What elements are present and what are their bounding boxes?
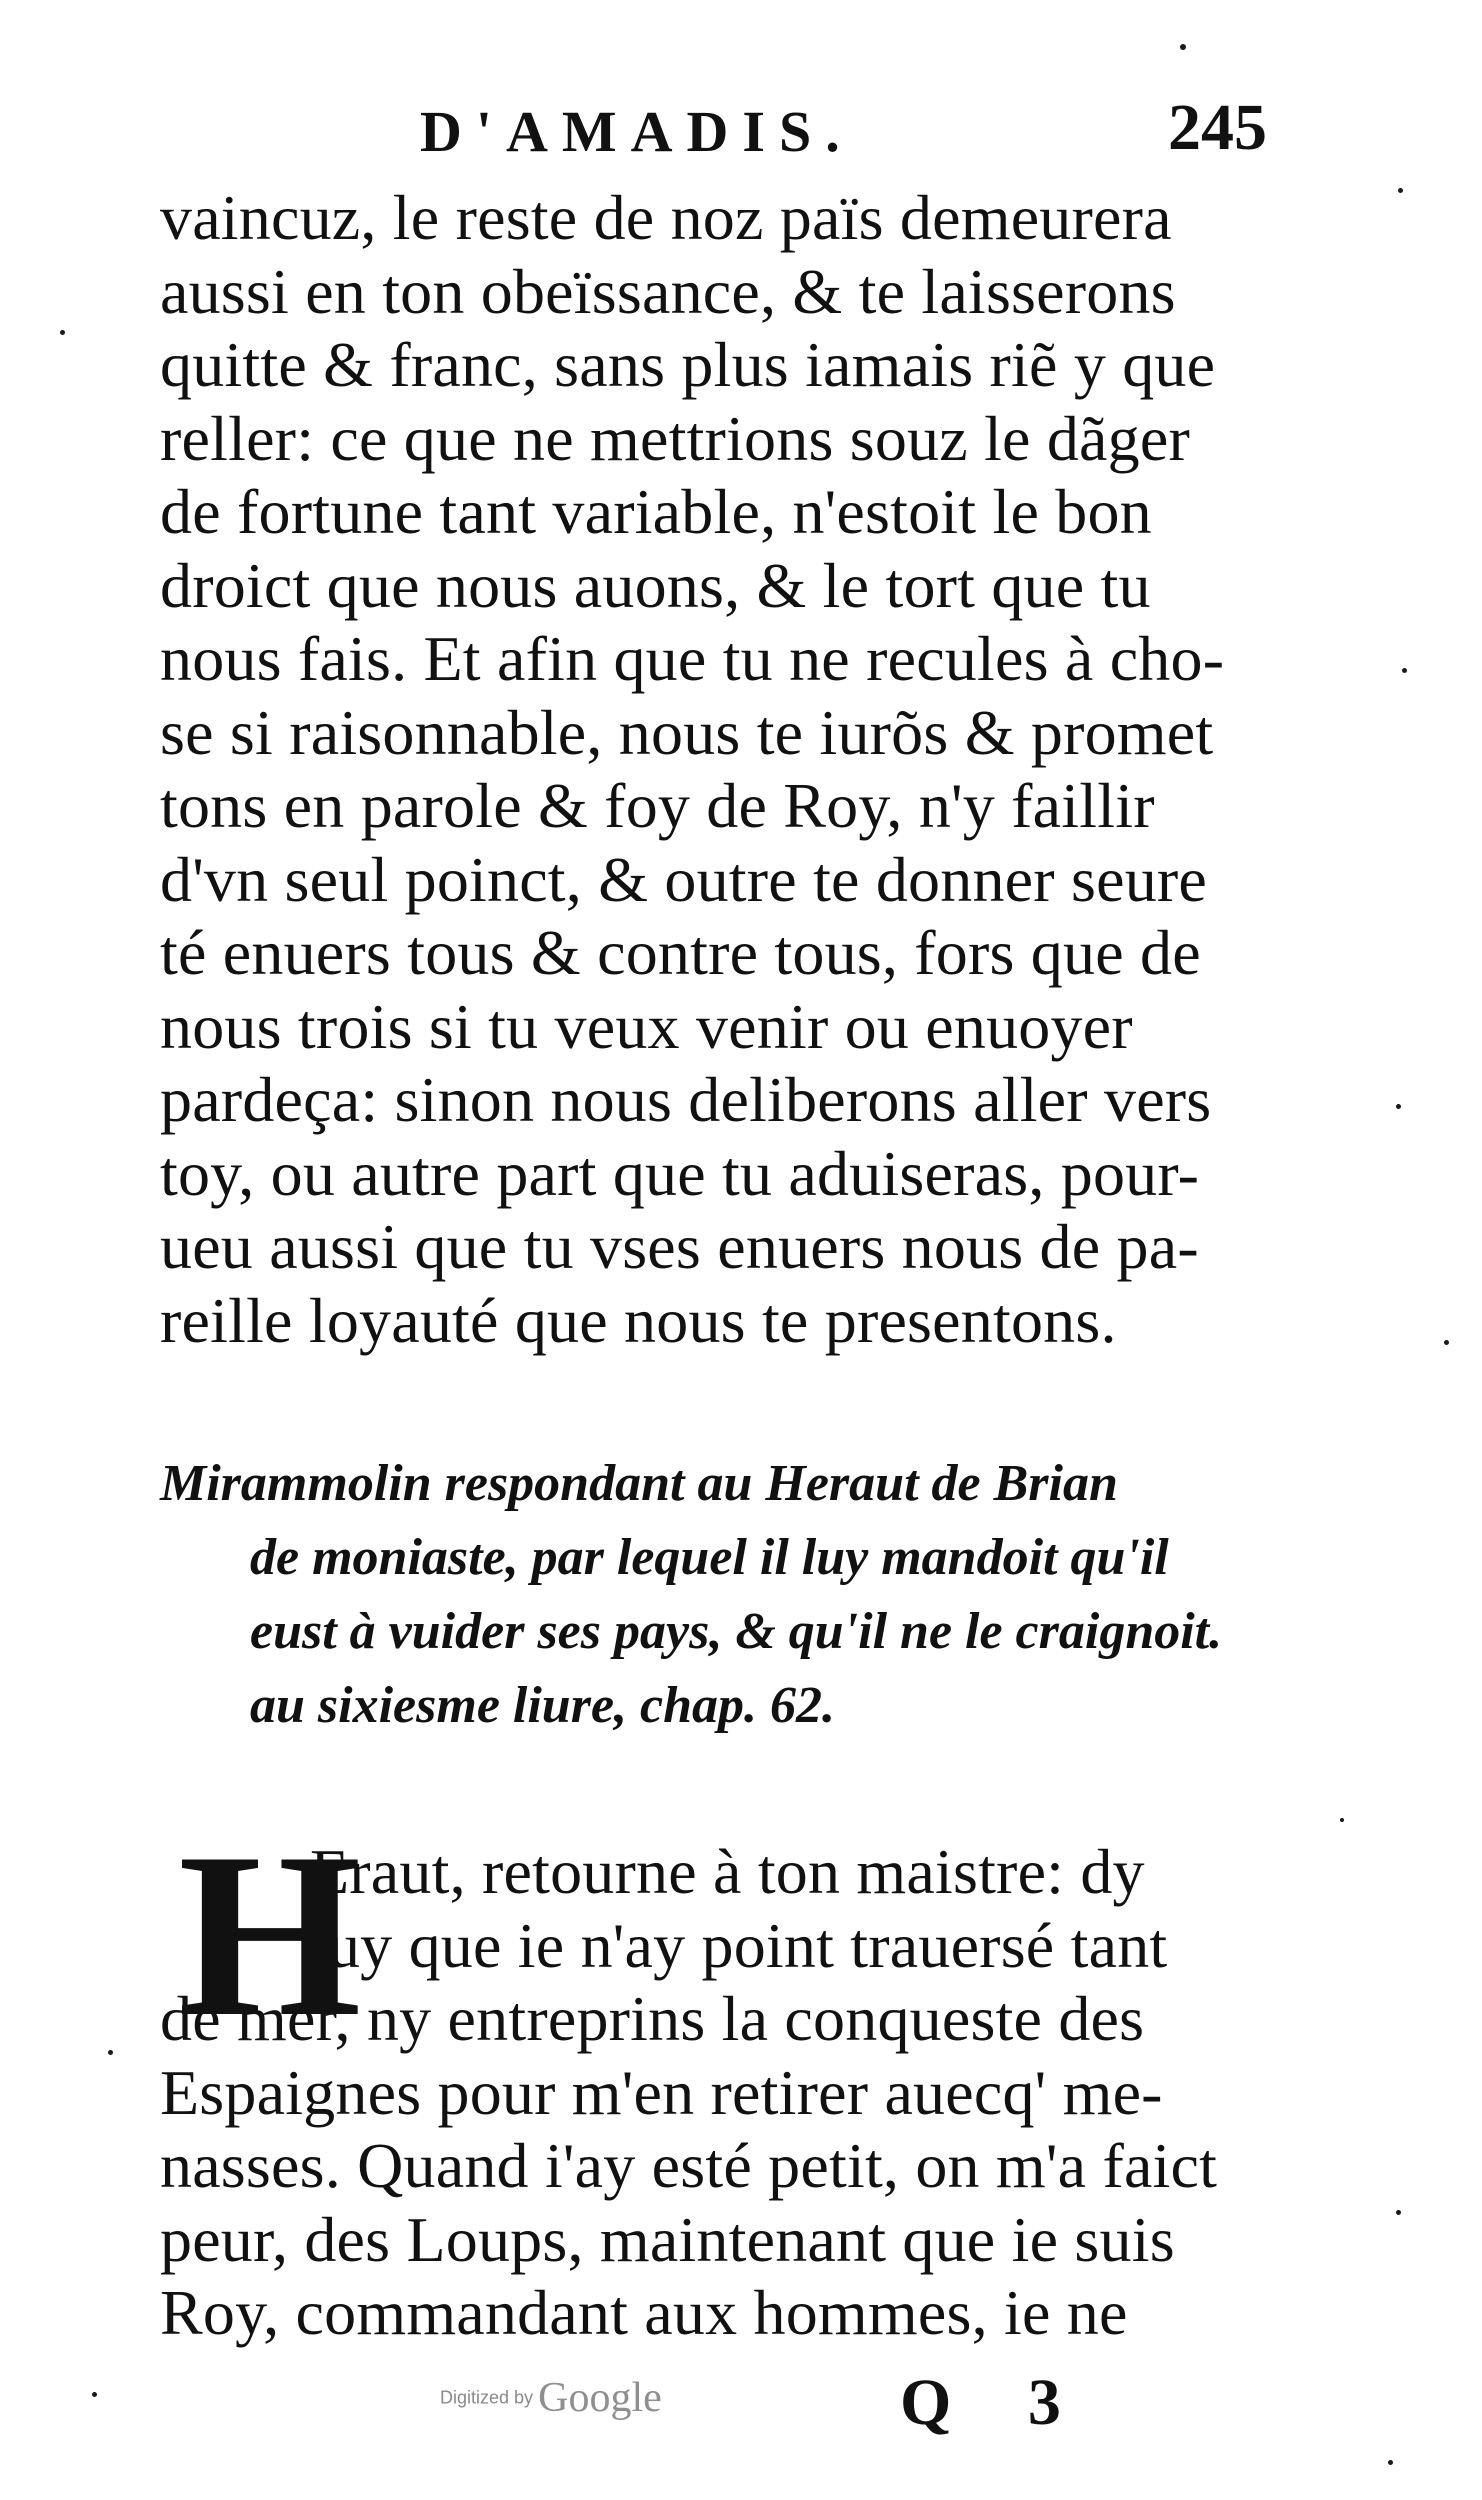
drop-cap: H — [178, 1805, 362, 2066]
scan-speck — [1396, 2210, 1401, 2215]
text-line: ueu aussi que tu vses enuers nous de pa- — [160, 1211, 1199, 1282]
text-line: d'vn seul poinct, & outre te donner seure — [160, 843, 1208, 915]
scan-speck — [1180, 44, 1186, 50]
text-line: reller: ce que ne mettrions souz le dãger — [160, 402, 1190, 474]
scan-speck — [60, 330, 65, 335]
scan-speck — [92, 2392, 97, 2397]
signature-mark: Q 3 — [900, 2366, 1091, 2439]
scan-speck — [1402, 668, 1407, 673]
text-line: té enuers tous & contre tous, fors que de — [160, 917, 1201, 988]
digitization-watermark — [440, 2374, 662, 2422]
text-line: aussi en ton obeïssance, & te laisserons — [160, 255, 1176, 327]
text-line: pardeça: sinon nous deliberons aller vers — [160, 1064, 1212, 1135]
second-passage — [160, 1836, 1350, 2355]
watermark-prefix: Digitized by — [440, 2387, 534, 2408]
text-line: quitte & franc, sans plus iamais riẽ y que — [160, 329, 1216, 400]
text-line: vaincuz, le reste de noz païs demeurera — [160, 182, 1172, 253]
text-line: Roy, commandant aux hommes, ie ne — [160, 2277, 1128, 2348]
page-number: 245 — [1168, 91, 1267, 164]
text-line: se si raisonnable, nous te iurõs & promet — [160, 696, 1214, 768]
scan-speck — [1396, 1104, 1401, 1109]
google-logo: Google — [538, 2375, 662, 2421]
text-line: de mer, ny entreprins la conqueste des — [160, 1983, 1145, 2054]
rubric-line: Mirammolin respondant au Heraut de Brian — [160, 1455, 1118, 1512]
text-line: toy, ou autre part que tu aduiseras, pour- — [160, 1137, 1200, 1209]
text-line: nasses. Quand i'ay esté petit, on m'a faict — [160, 2130, 1218, 2201]
rubric-line: au sixiesme liure, chap. 62. — [250, 1677, 836, 1734]
text-line: nous fais. Et afin que tu ne recules à cho- — [160, 623, 1225, 694]
text-line: nous trois si tu veux venir ou enuoyer — [160, 990, 1133, 1062]
chapter-rubric — [160, 1455, 1360, 1754]
scan-speck — [1388, 2460, 1393, 2465]
scan-speck — [108, 2050, 113, 2055]
text-line: peur, des Loups, maintenant que ie suis — [160, 2203, 1175, 2275]
text-line: Espaignes pour m'en retirer auecq' me- — [160, 2056, 1163, 2128]
first-passage — [160, 182, 1350, 1362]
text-line: tons en parole & foy de Roy, n'y faillir — [160, 770, 1155, 841]
text-line: droict que nous auons, & le tort que tu — [160, 549, 1151, 621]
scan-speck — [1340, 1818, 1344, 1822]
rubric-line: de moniaste, par lequel il luy mandoit qu'il — [250, 1529, 1169, 1586]
scan-speck — [1398, 188, 1403, 193]
text-line: reille loyauté que nous te presentons. — [160, 1284, 1117, 1356]
text-line: Eraut, retourne à ton maistre: dy — [310, 1836, 1145, 1907]
text-line: luy que ie n'ay point trauersé tant — [310, 1909, 1168, 1981]
scan-speck — [1444, 1340, 1449, 1345]
rubric-line: eust à vuider ses pays, & qu'il ne le craignoit. — [250, 1603, 1223, 1660]
text-line: de fortune tant variable, n'estoit le bon — [160, 476, 1152, 547]
running-head: D'AMADIS. — [420, 99, 854, 164]
